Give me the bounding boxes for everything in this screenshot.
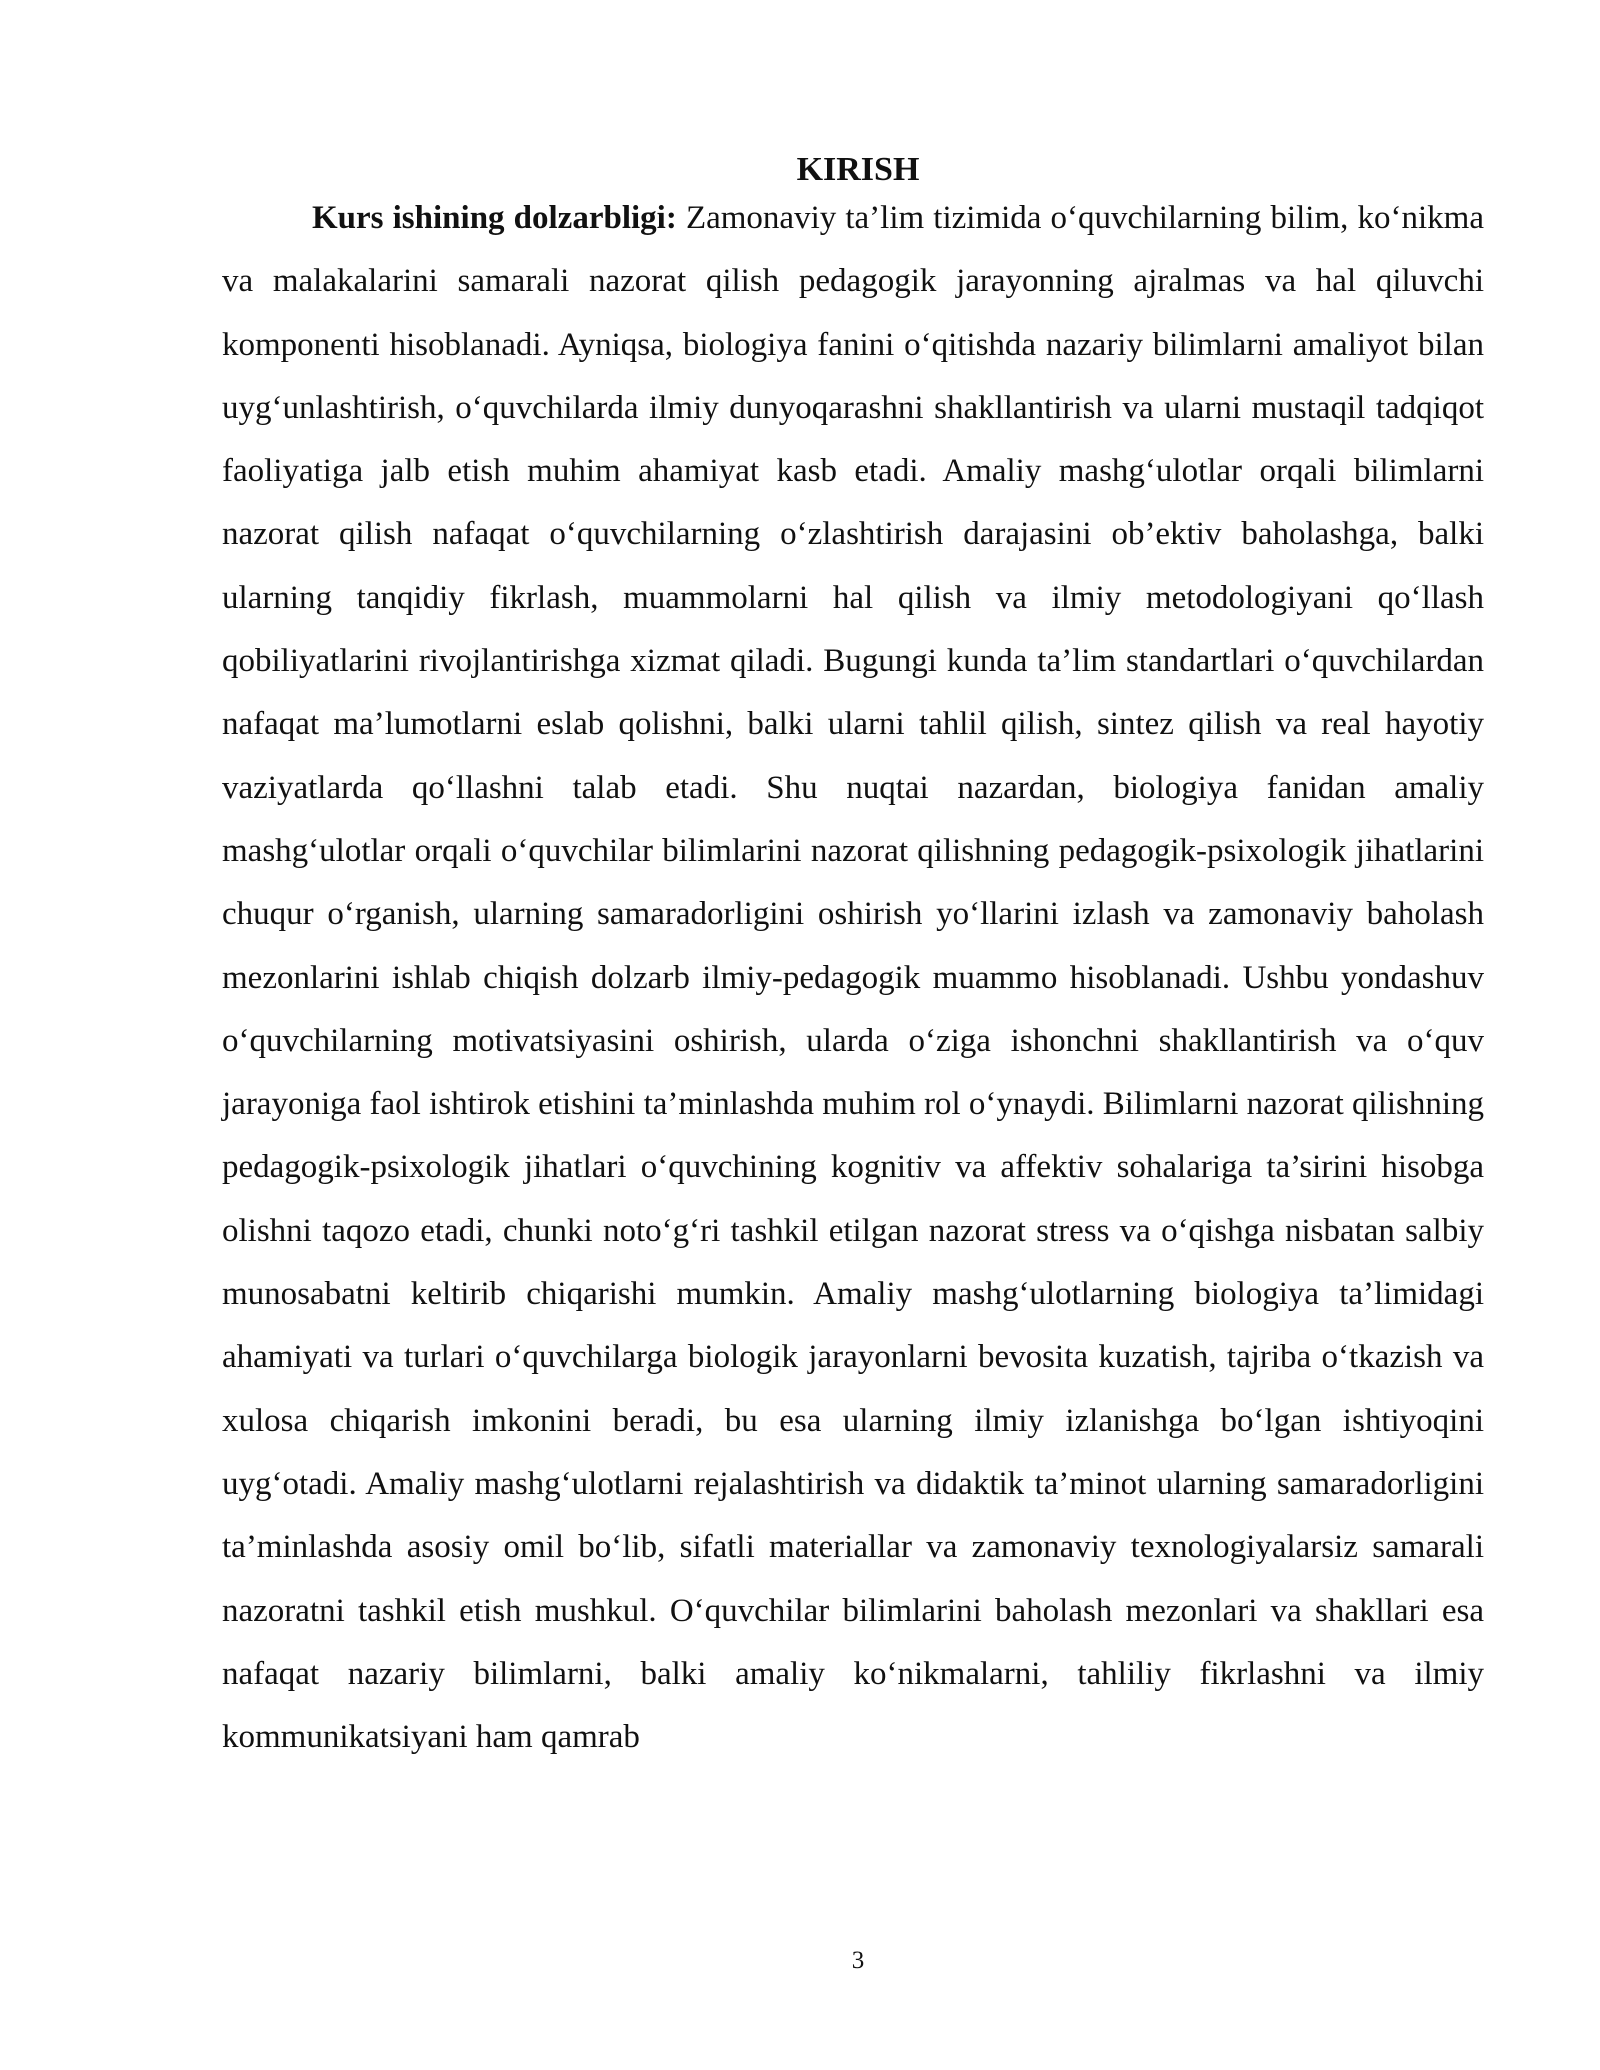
paragraph-lead: Kurs ishining dolzarbligi:: [312, 200, 677, 236]
body-paragraph: [222, 187, 1484, 1769]
paragraph-text: Zamonaviy ta’lim tizimida o‘quvchilarning bilim, ko‘nikma va malakalarini samarali nazorat qilish pedagogik jarayonning ajralmas va hal qiluvchi komponenti hisoblanadi. Ayniqsa, biologiya fanini o‘qitishda nazariy bilimlarni amaliyot bilan uyg‘unlashtirish, o‘quvchilarda ilmiy dunyoqarashni shakllantirish va ularni mustaqil tadqiqot faoliyatiga jalb etish muhim ahamiyat kasb etadi. Amaliy mashg‘ulotlar orqali bilimlarni nazorat qilish nafaqat o‘quvchilarning o‘zlashtirish darajasini ob’ektiv baholashga, balki ularning tanqidiy fikrlash, muammolarni hal qilish va ilmiy metodologiyani qo‘llash qobiliyatlarini rivojlantirishga xizmat qiladi. Bugungi kunda ta’lim standartlari o‘quvchilardan nafaqat ma’lumotlarni eslab qolishni, balki ularni tahlil qilish, sintez qilish va real hayotiy vaziyatlarda qo‘llashni talab etadi. Shu nuqtai nazardan, biologiya fanidan amaliy mashg‘ulotlar orqali o‘quvchilar bilimlarini nazorat qilishning pedagogik-psixologik jihatlarini chuqur o‘rganish, ularning samaradorligini oshirish yo‘llarini izlash va zamonaviy baholash mezonlarini ishlab chiqish dolzarb ilmiy-pedagogik muammo hisoblanadi. Ushbu yondashuv o‘quvchilarning motivatsiyasini oshirish, ularda o‘ziga ishonchni shakllantirish va o‘quv jarayoniga faol ishtirok etishini ta’minlashda muhim rol o‘ynaydi. Bilimlarni nazorat qilishning pedagogik-psixologik jihatlari o‘quvchining kognitiv va affektiv sohalariga ta’sirini hisobga olishni taqozo etadi, chunki noto‘g‘ri tashkil etilgan nazorat stress va o‘qishga nisbatan salbiy munosabatni keltirib chiqarishi mumkin. Amaliy mashg‘ulotlarning biologiya ta’limidagi ahamiyati va turlari o‘quvchilarga biologik jarayonlarni bevosita kuzatish, tajriba o‘tkazish va xulosa chiqarish imkonini beradi, bu esa ularning ilmiy izlanishga bo‘lgan ishtiyoqini uyg‘otadi. Amaliy mashg‘ulotlarni rejalashtirish va didaktik ta’minot ularning samaradorligini ta’minlashda asosiy omil bo‘lib, sifatli materiallar va zamonaviy texnologiyalarsiz samarali nazoratni tashkil etish mushkul. O‘quvchilar bilimlarini baholash mezonlari va shakllari esa nafaqat nazariy bilimlarni, balki amaliy ko‘nikmalarni, tahliliy fikrlashni va ilmiy kommunikatsiyani ham qamrab: [222, 200, 1485, 1756]
section-heading: KIRISH: [796, 151, 920, 188]
page-number: 3: [851, 1947, 865, 1974]
